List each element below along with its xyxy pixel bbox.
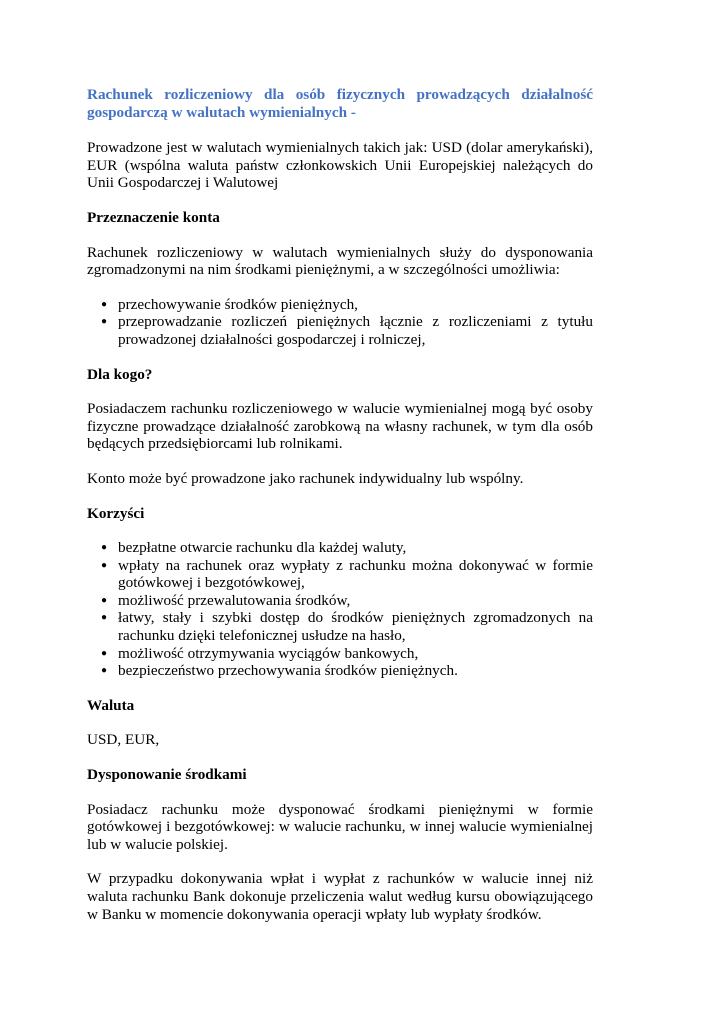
document-title: Rachunek rozliczeniowy dla osób fizycznych prowadzących działalność gospodarczą w walutach wymienialnych - — [87, 86, 593, 121]
przeznaczenie-paragraph: Rachunek rozliczeniowy w walutach wymienialnych służy do dysponowania zgromadzonymi na nim środkami pieniężnymi, a w szczególności umożliwia: — [87, 243, 593, 279]
heading-dysponowanie: Dysponowanie środkami — [87, 766, 247, 784]
list-item-text: łatwy, stały i szybki dostęp do środków pieniężnych zgromadzonych na rachunku dzięki telefonicznej usłudze na hasło, — [118, 609, 593, 645]
list-item-text: bezpłatne otwarcie rachunku dla każdej waluty, — [118, 539, 407, 557]
list-item-text: przechowywanie środków pieniężnych, — [118, 295, 358, 313]
list-item-text: możliwość przewalutowania środków, — [118, 591, 351, 609]
konto-paragraph: Konto może być prowadzone jako rachunek indywidualny lub wspólny. — [87, 469, 524, 487]
heading-przeznaczenie: Przeznaczenie konta — [87, 208, 220, 226]
list-item — [87, 313, 593, 348]
list-item — [87, 662, 593, 680]
bullet-icon: ● — [101, 298, 108, 310]
bullet-icon: ● — [101, 612, 108, 624]
intro-paragraph: Prowadzone jest w walutach wymienialnych takich jak: USD (dolar amerykański), EUR (wspólna waluta państw członkowskich Unii Europejskiej należących do Unii Gospodarczej i Walutowej — [87, 139, 593, 192]
list-item — [87, 539, 593, 557]
dysponowanie-paragraph: Posiadacz rachunku może dysponować środkami pieniężnymi w formie gotówkowej i bezgotówkowej: w walucie rachunku, w innej walucie wymienialnej lub w walucie polskiej. — [87, 800, 593, 853]
list-item — [87, 296, 593, 314]
list-item — [87, 592, 593, 610]
bullet-icon: ● — [101, 542, 108, 554]
list-item-text: przeprowadzanie rozliczeń pieniężnych łącznie z rozliczeniami z tytułu prowadzonej działalności gospodarczej i rolniczej, — [118, 313, 593, 348]
bullet-icon: ● — [101, 316, 108, 328]
bullet-icon: ● — [101, 647, 108, 659]
list-item-text: możliwość otrzymywania wyciągów bankowych, — [118, 644, 419, 662]
list-item-text: bezpieczeństwo przechowywania środków pieniężnych. — [118, 662, 458, 680]
bullet-icon: ● — [101, 665, 108, 677]
heading-korzysci: Korzyści — [87, 504, 145, 522]
przeliczenie-paragraph: W przypadku dokonywania wpłat i wypłat z rachunków w walucie innej niż waluta rachunku Bank dokonuje przeliczenia walut według kursu obowiązującego w Banku w momencie dokonywania operacji wpłaty lub wypłaty środków. — [87, 870, 593, 923]
heading-dla-kogo: Dla kogo? — [87, 365, 153, 383]
dla-kogo-paragraph: Posiadaczem rachunku rozliczeniowego w walucie wymienialnej mogą być osoby fizyczne prowadzące działalność zarobkową na własny rachunek, w tym dla osób będących przedsiębiorcami lub rolnikami. — [87, 400, 593, 453]
bullet-icon: ● — [101, 559, 108, 571]
bullet-icon: ● — [101, 594, 108, 606]
waluta-paragraph: USD, EUR, — [87, 731, 160, 749]
list-item — [87, 609, 593, 644]
list-item-text: wpłaty na rachunek oraz wypłaty z rachunku można dokonywać w formie gotówkowej i bezgotówkowej, — [118, 556, 593, 592]
list-item — [87, 645, 593, 663]
przeznaczenie-list — [87, 296, 593, 349]
heading-waluta: Waluta — [87, 696, 135, 714]
list-item — [87, 557, 593, 592]
korzysci-list — [87, 539, 593, 680]
